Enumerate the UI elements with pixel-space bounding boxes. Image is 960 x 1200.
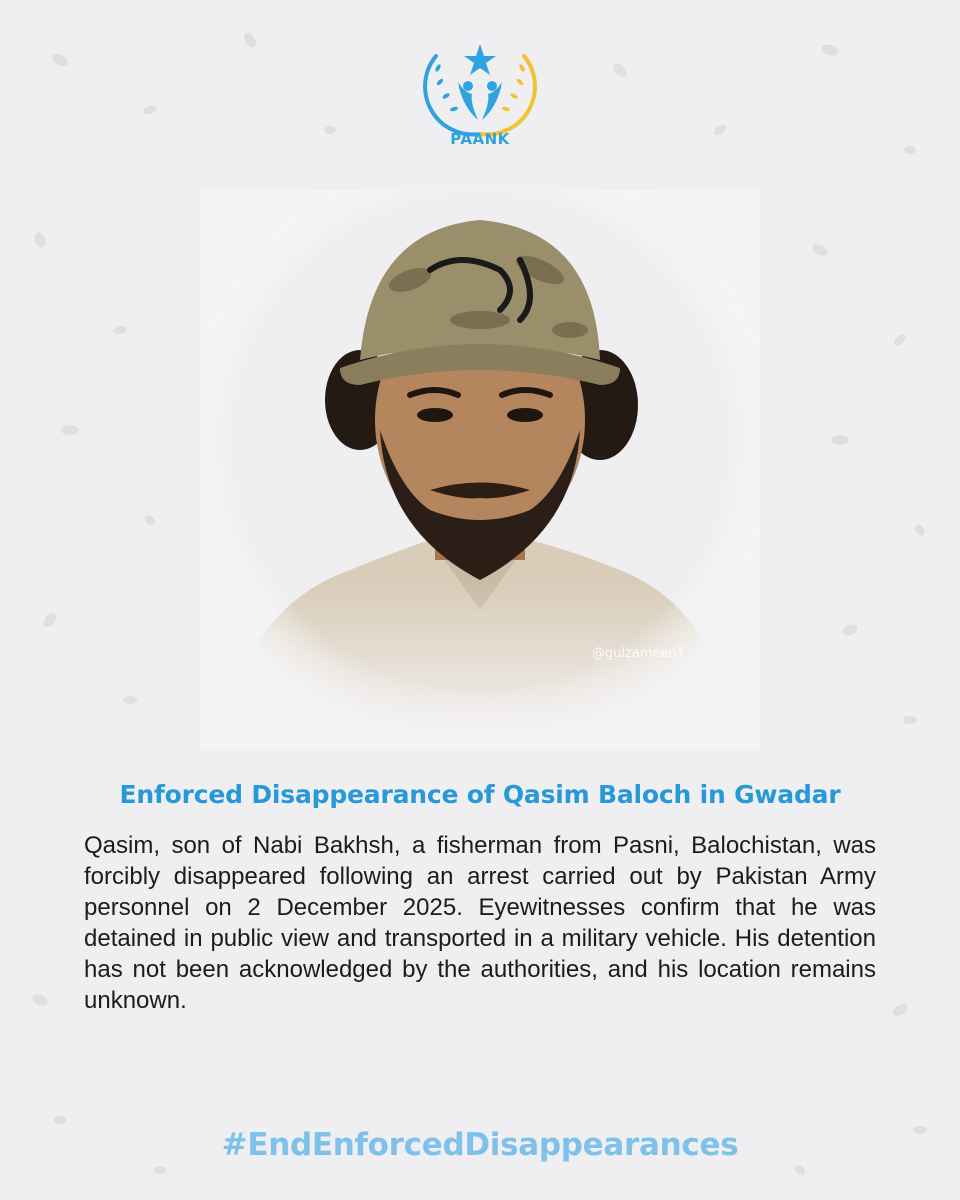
hashtag: #EndEnforcedDisappearances — [221, 1127, 739, 1163]
photo-watermark: @gulzameen1 — [592, 646, 686, 661]
logo-text: PAANK — [450, 130, 510, 148]
body-paragraph: Qasim, son of Nabi Bakhsh, a fisherman from Pasni, Balochistan, was forcibly disappeared following an arrest carried out by Pakistan Army personnel on 2 December 2025. Eyewitnesses confirm that he was detained in public view and transported in a military vehicle. His detention has not been acknowledged by the authorities, and his location remains unknown. — [84, 832, 876, 1014]
headline: Enforced Disappearance of Qasim Baloch in Gwadar — [119, 780, 841, 809]
portrait-photo — [200, 190, 760, 750]
